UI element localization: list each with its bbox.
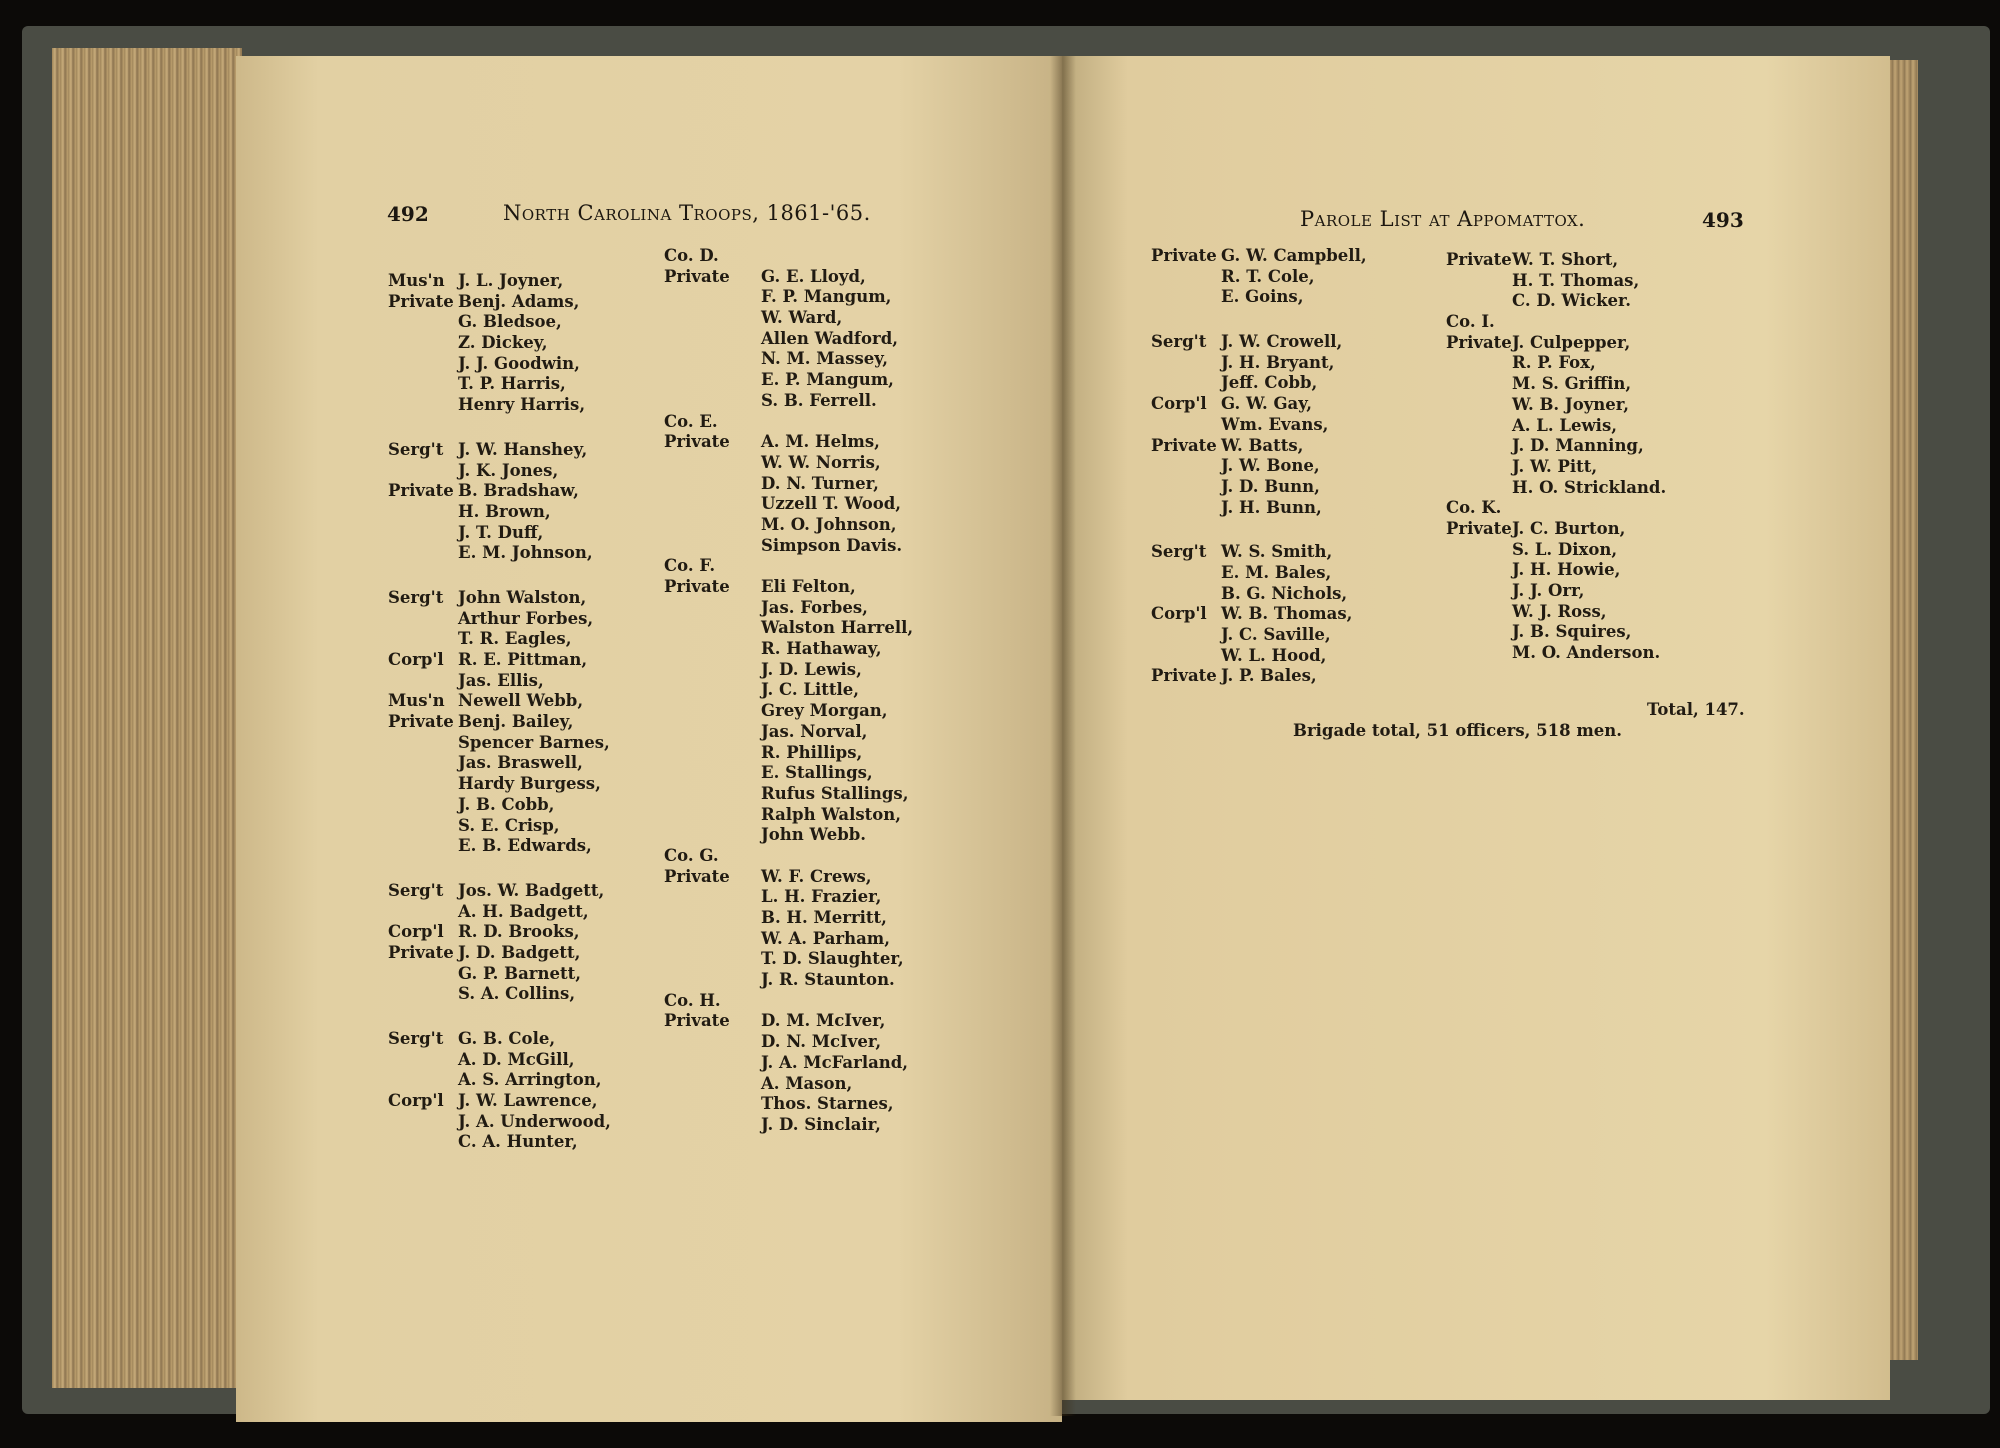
roster-entry [388, 271, 648, 292]
roster-entry [388, 1132, 648, 1153]
roster-entry [664, 805, 944, 826]
roster-entry [664, 474, 944, 495]
roster-entry [388, 1112, 648, 1133]
roster-entry [664, 722, 944, 743]
roster-entry [1151, 498, 1411, 519]
page-edges-left [52, 48, 242, 1388]
company-label: Co. D. [664, 246, 719, 265]
roster-entry [1446, 457, 1726, 478]
soldier-name: W. Ward, [761, 308, 843, 328]
roster-entry [664, 701, 944, 722]
company-total: Total, 147. [1647, 700, 1745, 719]
section-gap [1151, 518, 1411, 542]
roster-entry [1446, 416, 1726, 437]
soldier-name: Jeff. Cobb, [1221, 373, 1318, 393]
roster-entry [664, 908, 944, 929]
roster-entry [664, 1032, 944, 1053]
soldier-name: J. B. Squires, [1512, 622, 1632, 642]
soldier-name: Z. Dickey, [458, 333, 548, 353]
company-heading [664, 246, 944, 267]
soldier-name: R. T. Cole, [1221, 266, 1315, 286]
soldier-name: N. M. Massey, [761, 349, 889, 369]
soldier-name: J. J. Goodwin, [458, 353, 580, 373]
roster-entry [388, 922, 648, 943]
roster-entry [388, 333, 648, 354]
soldier-name: John Webb. [761, 825, 867, 845]
company-label: Co. K. [1446, 498, 1502, 518]
soldier-name: J. W. Hanshey, [458, 439, 588, 459]
roster-entry [388, 543, 648, 564]
section-gap [388, 564, 648, 588]
soldier-name: Arthur Forbes, [458, 608, 594, 628]
soldier-name: A. H. Badgett, [458, 901, 589, 921]
soldier-name: S. B. Ferrell. [761, 390, 877, 410]
roster-entry [1151, 542, 1411, 563]
roster-entry [664, 1011, 944, 1032]
rank-label: Corp'l [388, 922, 444, 942]
roster-entry [388, 774, 648, 795]
soldier-name: J. D. Badgett, [458, 942, 581, 962]
rank-label: Serg't [388, 587, 444, 607]
roster-entry [1151, 584, 1411, 605]
roster-entry [1151, 287, 1411, 308]
soldier-name: J. C. Little, [761, 680, 859, 700]
soldier-name: Jas. Ellis, [458, 670, 544, 690]
soldier-name: G. Bledsoe, [458, 312, 562, 332]
company-label: Co. G. [664, 845, 719, 865]
soldier-name: R. Phillips, [761, 742, 863, 762]
left-column-2 [664, 246, 944, 1136]
soldier-name: J. H. Howie, [1512, 560, 1621, 580]
soldier-name: J. L. Joyner, [458, 271, 564, 290]
soldier-name: Walston Harrell, [761, 618, 914, 638]
company-label: Co. H. [664, 990, 721, 1010]
soldier-name: J. R. Staunton. [761, 970, 895, 990]
soldier-name: C. A. Hunter, [458, 1132, 578, 1152]
soldier-name: John Walston, [458, 587, 587, 607]
roster-entry [664, 743, 944, 764]
soldier-name: C. D. Wicker. [1512, 291, 1631, 311]
roster-entry [388, 943, 648, 964]
soldier-name: J. Culpepper, [1512, 332, 1631, 352]
rank-label: Corp'l [388, 1091, 444, 1111]
left-page-number: 492 [387, 202, 429, 226]
roster-entry [664, 494, 944, 515]
soldier-name: Simpson Davis. [761, 535, 903, 555]
roster-entry [1446, 353, 1726, 374]
company-heading [664, 846, 944, 867]
roster-entry [1446, 581, 1726, 602]
roster-entry [664, 329, 944, 350]
soldier-name: F. P. Mangum, [761, 287, 892, 307]
soldier-name: B. G. Nichols, [1221, 583, 1348, 603]
soldier-name: R. E. Pittman, [458, 650, 588, 669]
soldier-name: J. A. McFarland, [761, 1052, 909, 1072]
roster-entry [1446, 250, 1726, 271]
roster-entry [388, 1091, 648, 1112]
soldier-name: D. N. Turner, [761, 473, 879, 493]
rank-label: Private [664, 432, 730, 452]
soldier-name: A. L. Lewis, [1512, 415, 1617, 435]
soldier-name: W. B. Joyner, [1512, 394, 1630, 414]
roster-entry [664, 598, 944, 619]
soldier-name: A. M. Helms, [761, 432, 880, 452]
soldier-name: J. B. Cobb, [458, 794, 555, 814]
right-column-1 [1151, 246, 1411, 687]
roster-entry [664, 1094, 944, 1115]
soldier-name: R. D. Brooks, [458, 922, 580, 942]
company-heading [664, 556, 944, 577]
roster-entry [388, 671, 648, 692]
roster-entry [1151, 563, 1411, 584]
soldier-name: H. T. Thomas, [1512, 270, 1640, 290]
roster-entry [1446, 643, 1726, 664]
company-heading [1446, 498, 1726, 519]
right-page-number: 493 [1702, 208, 1744, 232]
roster-entry [388, 588, 648, 609]
soldier-name: G. B. Cole, [458, 1029, 556, 1048]
soldier-name: Jas. Norval, [761, 721, 868, 741]
rank-label: Private [1446, 332, 1512, 352]
roster-entry [664, 267, 944, 288]
rank-label: Corp'l [1151, 394, 1207, 414]
roster-entry [388, 292, 648, 313]
roster-entry [388, 629, 648, 650]
left-column-1 [388, 271, 648, 1153]
rank-label: Serg't [388, 1029, 444, 1048]
roster-entry [664, 370, 944, 391]
section-gap [388, 857, 648, 881]
roster-entry [664, 1074, 944, 1095]
soldier-name: Rufus Stallings, [761, 783, 909, 803]
brigade-total: Brigade total, 51 officers, 518 men. [1293, 721, 1623, 740]
soldier-name: J. W. Lawrence, [458, 1091, 598, 1111]
soldier-name: Benj. Bailey, [458, 712, 574, 732]
section-gap [388, 1005, 648, 1029]
right-column-2 [1446, 250, 1726, 664]
roster-entry [388, 1050, 648, 1071]
soldier-name: W. Batts, [1221, 435, 1304, 455]
soldier-name: G. W. Gay, [1221, 394, 1312, 414]
roster-entry [1446, 374, 1726, 395]
soldier-name: W. S. Smith, [1221, 542, 1333, 562]
roster-entry [1446, 519, 1726, 540]
soldier-name: G. W. Campbell, [1221, 246, 1367, 265]
soldier-name: W. B. Thomas, [1221, 604, 1353, 624]
soldier-name: L. H. Frazier, [761, 887, 882, 907]
soldier-name: Spencer Barnes, [458, 732, 610, 752]
soldier-name: Newell Webb, [458, 691, 584, 711]
soldier-name: W. F. Crews, [761, 866, 872, 886]
roster-entry [1151, 415, 1411, 436]
rank-label: Serg't [388, 439, 444, 459]
soldier-name: J. H. Bryant, [1221, 352, 1335, 372]
soldier-name: R. Hathaway, [761, 639, 882, 659]
soldier-name: R. P. Fox, [1512, 353, 1596, 373]
roster-entry [388, 461, 648, 482]
soldier-name: E. M. Bales, [1221, 562, 1332, 582]
company-label: Co. F. [664, 556, 716, 576]
roster-entry [388, 691, 648, 712]
soldier-name: E. P. Mangum, [761, 370, 894, 390]
roster-entry [388, 395, 648, 416]
rank-label: Private [388, 291, 454, 311]
soldier-name: Jas. Forbes, [761, 597, 868, 617]
soldier-name: T. P. Harris, [458, 374, 566, 394]
roster-entry [664, 287, 944, 308]
roster-entry [664, 970, 944, 991]
roster-entry [1446, 333, 1726, 354]
soldier-name: W. J. Ross, [1512, 601, 1607, 621]
roster-entry [1446, 291, 1726, 312]
roster-entry [664, 453, 944, 474]
roster-entry [1151, 436, 1411, 457]
soldier-name: G. E. Lloyd, [761, 266, 866, 286]
soldier-name: J. A. Underwood, [458, 1111, 611, 1131]
roster-entry [1446, 478, 1726, 499]
rank-label: Serg't [1151, 542, 1207, 562]
roster-entry [1151, 477, 1411, 498]
rank-label: Private [664, 1011, 730, 1031]
company-label: Co. I. [1446, 312, 1495, 332]
roster-entry [1151, 625, 1411, 646]
roster-entry [1446, 622, 1726, 643]
roster-entry [1151, 646, 1411, 667]
rank-label: Serg't [388, 880, 444, 900]
right-running-head: Parole List at Appomattox. [1300, 207, 1586, 231]
soldier-name: Eli Felton, [761, 577, 856, 596]
soldier-name: M. O. Anderson. [1512, 643, 1661, 663]
soldier-name: W. A. Parham, [761, 928, 890, 948]
soldier-name: G. P. Barnett, [458, 963, 581, 983]
soldier-name: T. D. Slaughter, [761, 949, 904, 969]
roster-entry [664, 618, 944, 639]
soldier-name: A. Mason, [761, 1073, 853, 1093]
roster-entry [1151, 353, 1411, 374]
soldier-name: B. H. Merritt, [761, 908, 887, 927]
rank-label: Private [1446, 518, 1512, 538]
section-gap [388, 416, 648, 440]
soldier-name: Allen Wadford, [761, 328, 898, 348]
roster-entry [388, 1029, 648, 1050]
roster-entry [388, 902, 648, 923]
soldier-name: Ralph Walston, [761, 804, 902, 824]
soldier-name: J. D. Sinclair, [761, 1114, 881, 1134]
roster-entry [664, 763, 944, 784]
soldier-name: M. S. Griffin, [1512, 374, 1632, 394]
soldier-name: S. E. Crisp, [458, 815, 560, 835]
roster-entry [664, 660, 944, 681]
soldier-name: W. W. Norris, [761, 452, 881, 472]
rank-label: Corp'l [1151, 604, 1207, 624]
rank-label: Private [388, 942, 454, 962]
roster-entry [388, 502, 648, 523]
roster-entry [664, 784, 944, 805]
rank-label: Private [1446, 250, 1512, 269]
roster-entry [1446, 436, 1726, 457]
soldier-name: Jos. W. Badgett, [458, 880, 605, 900]
roster-entry [664, 867, 944, 888]
soldier-name: W. L. Hood, [1221, 645, 1327, 665]
roster-entry [1151, 246, 1411, 267]
roster-entry [664, 391, 944, 412]
soldier-name: A. D. McGill, [458, 1049, 575, 1069]
rank-label: Private [388, 712, 454, 732]
rank-label: Private [388, 481, 454, 501]
roster-entry [664, 1053, 944, 1074]
soldier-name: J. C. Saville, [1221, 625, 1331, 644]
soldier-name: Jas. Braswell, [458, 753, 583, 773]
roster-entry [664, 887, 944, 908]
soldier-name: J. P. Bales, [1221, 666, 1317, 686]
roster-entry [388, 753, 648, 774]
rank-label: Private [1151, 666, 1217, 686]
roster-entry [388, 984, 648, 1005]
rank-label: Corp'l [388, 650, 444, 669]
roster-entry [388, 354, 648, 375]
soldier-name: S. L. Dixon, [1512, 539, 1618, 559]
soldier-name: J. D. Lewis, [761, 659, 862, 679]
roster-entry [388, 836, 648, 857]
left-running-head: North Carolina Troops, 1861-'65. [503, 201, 871, 225]
roster-entry [388, 609, 648, 630]
soldier-name: D. M. McIver, [761, 1011, 886, 1031]
roster-entry [664, 515, 944, 536]
soldier-name: Hardy Burgess, [458, 774, 601, 794]
soldier-name: J. T. Duff, [458, 522, 544, 542]
soldier-name: Thos. Starnes, [761, 1094, 894, 1114]
roster-entry [388, 733, 648, 754]
soldier-name: E. Goins, [1221, 287, 1304, 307]
soldier-name: D. N. McIver, [761, 1032, 882, 1052]
soldier-name: J. D. Manning, [1512, 436, 1644, 456]
roster-entry [664, 680, 944, 701]
roster-entry [1151, 604, 1411, 625]
roster-entry [664, 308, 944, 329]
roster-entry [1446, 602, 1726, 623]
roster-entry [1446, 395, 1726, 416]
roster-entry [388, 816, 648, 837]
soldier-name: H. Brown, [458, 501, 551, 521]
roster-entry [1151, 666, 1411, 687]
soldier-name: S. A. Collins, [458, 984, 576, 1004]
roster-entry [1151, 332, 1411, 353]
roster-entry [664, 432, 944, 453]
company-heading [664, 991, 944, 1012]
roster-entry [388, 481, 648, 502]
roster-entry [1446, 271, 1726, 292]
section-gap [1151, 308, 1411, 332]
roster-entry [1151, 456, 1411, 477]
soldier-name: Henry Harris, [458, 395, 586, 415]
soldier-name: H. O. Strickland. [1512, 477, 1667, 497]
roster-entry [664, 825, 944, 846]
roster-entry [388, 312, 648, 333]
roster-entry [664, 349, 944, 370]
soldier-name: A. S. Arrington, [458, 1070, 602, 1090]
roster-entry [388, 964, 648, 985]
rank-label: Private [1151, 435, 1217, 455]
roster-entry [1446, 560, 1726, 581]
roster-entry [388, 1070, 648, 1091]
rank-label: Mus'n [388, 271, 445, 290]
roster-entry [388, 650, 648, 671]
soldier-name: J. W. Crowell, [1221, 332, 1343, 352]
rank-label: Serg't [1151, 332, 1207, 352]
soldier-name: J. W. Pitt, [1512, 456, 1598, 476]
roster-entry [1151, 394, 1411, 415]
soldier-name: J. W. Bone, [1221, 456, 1320, 476]
rank-label: Private [664, 866, 730, 886]
soldier-name: Uzzell T. Wood, [761, 494, 902, 514]
soldier-name: W. T. Short, [1512, 250, 1619, 269]
roster-entry [1151, 267, 1411, 288]
soldier-name: J. H. Bunn, [1221, 497, 1322, 517]
soldier-name: E. B. Edwards, [458, 836, 592, 856]
rank-label: Private [664, 266, 730, 286]
roster-entry [1151, 373, 1411, 394]
rank-label: Private [1151, 246, 1217, 265]
roster-entry [664, 577, 944, 598]
roster-entry [388, 795, 648, 816]
company-heading [664, 412, 944, 433]
roster-entry [388, 523, 648, 544]
soldier-name: E. Stallings, [761, 763, 873, 783]
soldier-name: Grey Morgan, [761, 701, 888, 721]
company-heading [1446, 312, 1726, 333]
roster-entry [664, 929, 944, 950]
soldier-name: Wm. Evans, [1221, 414, 1329, 434]
soldier-name: B. Bradshaw, [458, 481, 579, 501]
soldier-name: J. C. Burton, [1512, 518, 1626, 538]
rank-label: Mus'n [388, 691, 445, 711]
soldier-name: J. K. Jones, [458, 460, 559, 480]
roster-entry [388, 440, 648, 461]
soldier-name: M. O. Johnson, [761, 514, 897, 534]
soldier-name: Benj. Adams, [458, 291, 580, 311]
soldier-name: T. R. Eagles, [458, 629, 572, 649]
roster-entry [388, 881, 648, 902]
soldier-name: J. J. Orr, [1512, 581, 1585, 600]
roster-entry [664, 639, 944, 660]
roster-entry [664, 949, 944, 970]
soldier-name: E. M. Johnson, [458, 543, 593, 563]
roster-entry [1446, 540, 1726, 561]
roster-entry [388, 374, 648, 395]
roster-entry [664, 1115, 944, 1136]
soldier-name: J. D. Bunn, [1221, 476, 1320, 496]
company-label: Co. E. [664, 411, 718, 431]
book-gutter [1050, 56, 1076, 1416]
roster-entry [388, 712, 648, 733]
rank-label: Private [664, 577, 730, 596]
roster-entry [664, 536, 944, 557]
